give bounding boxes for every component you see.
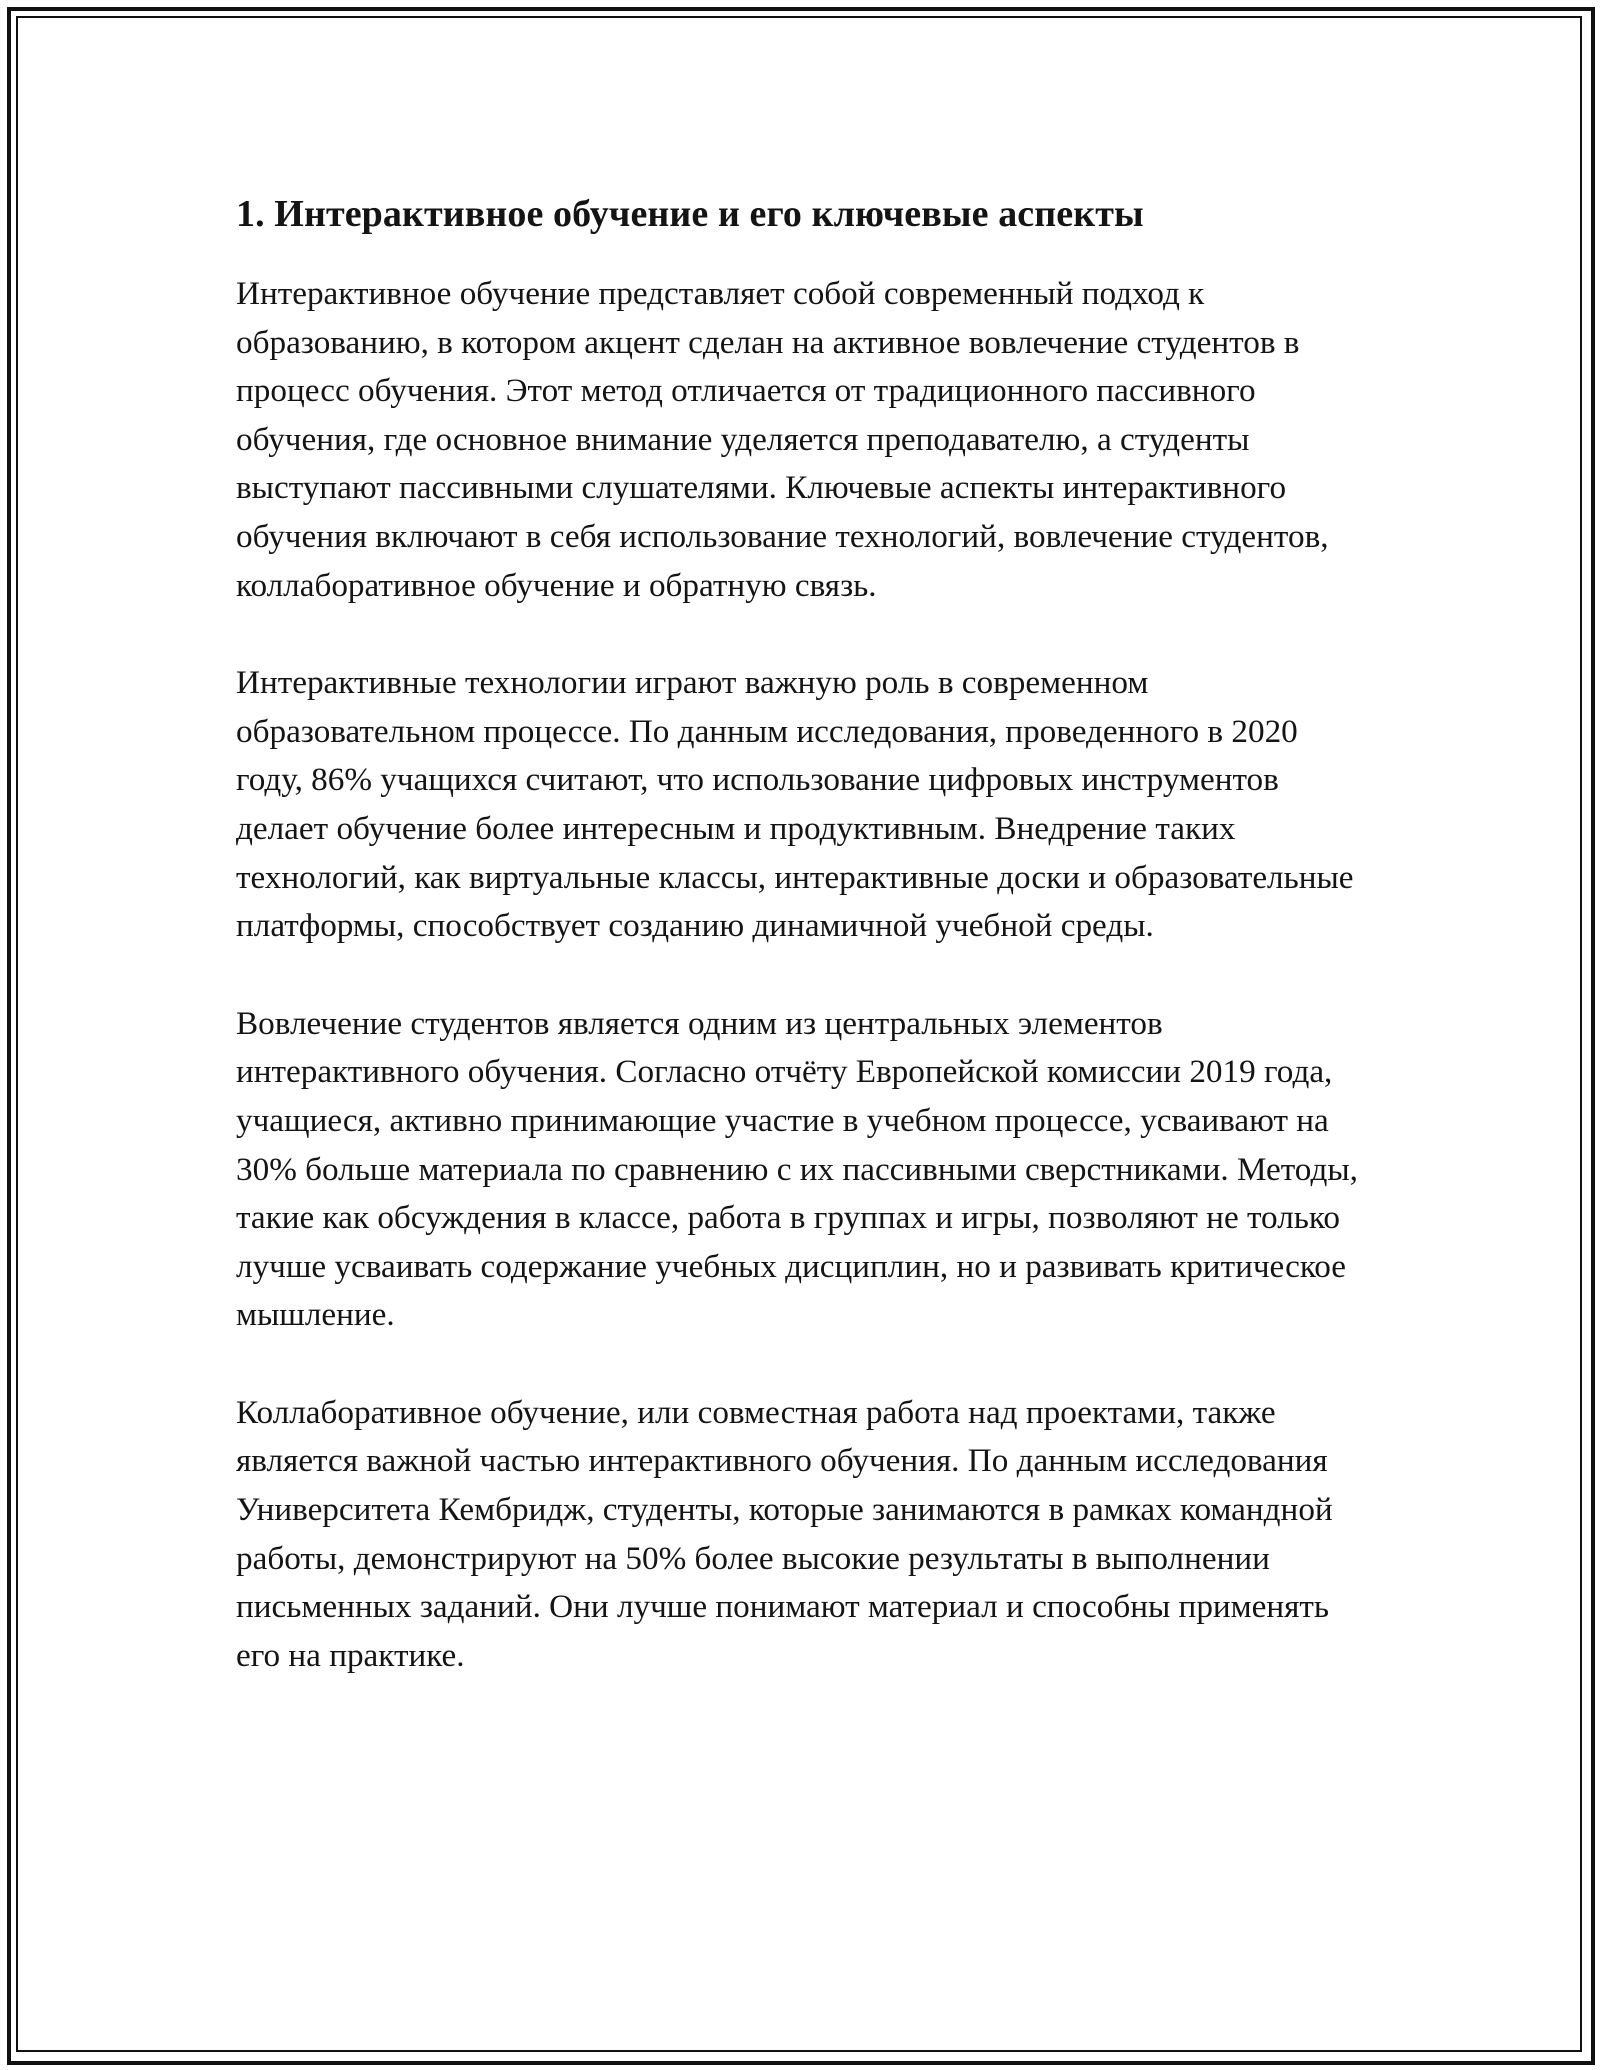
paragraph-student-engagement: Вовлечение студентов является одним из центральных элементов интерактивного обучения. Согласно отчёту Европейской комиссии 2019 года, учащиеся, активно принимающие участие в учебном процессе, усваивают на 30% больше материала по сравнению с их пассивными сверстниками. Методы, такие как обсуждения в классе, работа в группах и игры, позволяют не только лучше усваивать содержание учебных дисциплин, но и развивать критическое мышление.	[236, 1004, 1358, 1334]
paragraph-interactive-learning-intro: Интерактивное обучение представляет собой современный подход к образованию, в котором акцент сделан на активное вовлечение студентов в процесс обучения. Этот метод отличается от традиционного пассивного обучения, где основное внимание уделяется преподавателю, а студенты выступают пассивными слушателями. Ключевые аспекты интерактивного обучения включают в себя использование технологий, вовлечение студентов, коллаборативное обучение и обратную связь.	[236, 275, 1329, 604]
paragraph-interactive-technologies: Интерактивные технологии играют важную роль в современном образовательном процессе. По данным исследования, проведенного в 2020 году, 86% учащихся считают, что использование цифровых инструментов делает обучение более интересным и продуктивным. Внедрение таких технологий, как виртуальные классы, интерактивные доски и образовательные платформы, способствует созданию динамичной учебной среды.	[236, 664, 1354, 945]
paragraph-collaborative-learning: Коллаборативное обучение, или совместная работа над проектами, также является важной частью интерактивного обучения. По данным исследования Университета Кембридж, студенты, которые занимаются в рамках командной работы, демонстрируют на 50% более высокие результаты в выполнении письменных заданий. Они лучше понимают материал и способны применять его на практике.	[236, 1393, 1333, 1674]
document-body	[236, 186, 1366, 1680]
section-title: 1. Интерактивное обучение и его ключевые аспекты	[236, 193, 1144, 235]
